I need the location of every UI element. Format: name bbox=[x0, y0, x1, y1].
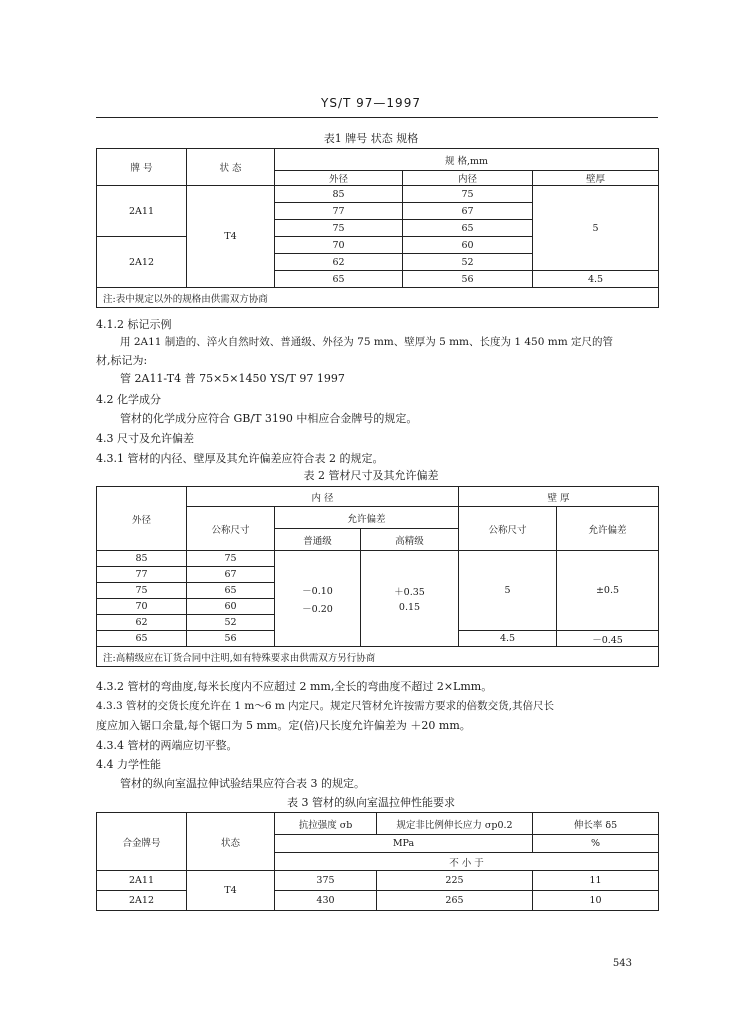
t2-id: 65 bbox=[187, 583, 275, 599]
t1-od: 77 bbox=[275, 203, 403, 220]
s434-text: 4.3.4 管材的两端应切平整。 bbox=[96, 739, 238, 752]
t2-head-tolerance: 允许偏差 bbox=[275, 507, 459, 529]
t3-elong: 10 bbox=[533, 891, 659, 911]
t1-id: 52 bbox=[403, 254, 533, 271]
s433-line2: 度应加入锯口余量,每个锯口为 5 mm。定(倍)尺长度允许偏差为 ＋20 mm。 bbox=[96, 719, 471, 732]
t3-head-temper: 状态 bbox=[187, 813, 275, 871]
t3-tensile: 430 bbox=[275, 891, 377, 911]
t2-precise-tol bbox=[361, 551, 459, 647]
t1-od: 62 bbox=[275, 254, 403, 271]
t2-head-normal: 普通级 bbox=[275, 529, 361, 551]
t1-head-temper: 状 态 bbox=[187, 149, 275, 186]
s433-line1: 4.3.3 管材的交货长度允许在 1 m～6 m 内定尺。规定尺管材允许按需方要求的倍数交货,其倍尺长 bbox=[96, 700, 555, 712]
s412-example: 管 2A11-T4 普 75×5×1450 YS/T 97 1997 bbox=[120, 372, 345, 385]
t1-head-wall: 壁厚 bbox=[533, 171, 659, 186]
t2-od: 65 bbox=[97, 631, 187, 647]
t1-od: 85 bbox=[275, 186, 403, 203]
t1-id: 67 bbox=[403, 203, 533, 220]
t1-id: 65 bbox=[403, 220, 533, 237]
table3-caption: 表 3 管材的纵向室温拉伸性能要求 bbox=[287, 796, 455, 809]
t3-temper: T4 bbox=[187, 871, 275, 911]
s412-para2: 材,标记为: bbox=[96, 354, 148, 367]
t1-wall-last: 4.5 bbox=[533, 271, 659, 288]
page-number: 543 bbox=[612, 958, 632, 969]
t2-head-nominal: 公称尺寸 bbox=[187, 507, 275, 551]
t3-head-tensile: 抗拉强度 σb bbox=[275, 813, 377, 835]
t1-id: 60 bbox=[403, 237, 533, 254]
t1-head-spec: 规 格,mm bbox=[275, 149, 659, 171]
t2-precise-1: ＋0.35 bbox=[394, 587, 425, 598]
table1 bbox=[96, 148, 659, 308]
s432-text: 4.3.2 管材的弯曲度,每米长度内不应超过 2 mm,全长的弯曲度不超过 2×Lmm。 bbox=[96, 680, 493, 693]
t3-head-yield: 规定非比例伸长应力 σp0.2 bbox=[377, 813, 533, 835]
t2-od: 62 bbox=[97, 615, 187, 631]
s44-text: 管材的纵向室温拉伸试验结果应符合表 3 的规定。 bbox=[120, 777, 365, 790]
t1-od: 70 bbox=[275, 237, 403, 254]
t2-od: 77 bbox=[97, 567, 187, 583]
standard-header: YS/T 97—1997 bbox=[321, 96, 421, 110]
t3-alloy: 2A12 bbox=[97, 891, 187, 911]
t3-alloy: 2A11 bbox=[97, 871, 187, 891]
t2-normal-tol bbox=[275, 551, 361, 647]
t3-head-alloy: 合金牌号 bbox=[97, 813, 187, 871]
t2-id: 52 bbox=[187, 615, 275, 631]
t1-od: 75 bbox=[275, 220, 403, 237]
t1-note: 注:表中规定以外的规格由供需双方协商 bbox=[97, 288, 659, 308]
t2-normal-2: －0.20 bbox=[302, 603, 333, 615]
s42-heading: 4.2 化学成分 bbox=[96, 393, 161, 406]
t3-head-notless: 不 小 于 bbox=[275, 853, 659, 871]
t2-wall-main: 5 bbox=[459, 551, 557, 631]
header-rule bbox=[96, 117, 658, 118]
t3-tensile: 375 bbox=[275, 871, 377, 891]
t1-od: 65 bbox=[275, 271, 403, 288]
t2-id: 67 bbox=[187, 567, 275, 583]
t1-grade-2a11: 2A11 bbox=[97, 186, 187, 237]
t1-head-od: 外径 bbox=[275, 171, 403, 186]
s431-text: 4.3.1 管材的内径、壁厚及其允许偏差应符合表 2 的规定。 bbox=[96, 452, 384, 465]
t2-wall-tol-main: ±0.5 bbox=[557, 551, 659, 631]
t2-head-wall: 壁 厚 bbox=[459, 487, 659, 507]
t3-head-pct: % bbox=[533, 835, 659, 853]
s43-heading: 4.3 尺寸及允许偏差 bbox=[96, 432, 194, 445]
t2-wall-tol-last: －0.45 bbox=[557, 631, 659, 647]
t2-precise-2: 0.15 bbox=[398, 602, 421, 613]
t2-head-od: 外径 bbox=[97, 487, 187, 551]
s412-heading: 4.1.2 标记示例 bbox=[96, 318, 172, 331]
t2-od: 70 bbox=[97, 599, 187, 615]
s412-para1: 用 2A11 制造的、淬火自然时效、普通级、外径为 75 mm、壁厚为 5 mm、长度为 1 450 mm 定尺的管 bbox=[120, 336, 614, 348]
s42-text: 管材的化学成分应符合 GB/T 3190 中相应合金牌号的规定。 bbox=[120, 412, 418, 425]
table1-caption: 表1 牌号 状态 规格 bbox=[323, 132, 419, 145]
t2-od: 85 bbox=[97, 551, 187, 567]
table2-caption: 表 2 管材尺寸及其允许偏差 bbox=[303, 469, 439, 482]
t2-wall-last: 4.5 bbox=[459, 631, 557, 647]
t2-od: 75 bbox=[97, 583, 187, 599]
t1-head-id: 内径 bbox=[403, 171, 533, 186]
t2-normal-1: －0.10 bbox=[302, 585, 333, 597]
t3-yield: 225 bbox=[377, 871, 533, 891]
t2-note: 注:高精级应在订货合同中注明,如有特殊要求由供需双方另行协商 bbox=[97, 647, 659, 667]
t1-temper: T4 bbox=[187, 186, 275, 288]
t2-head-precise: 高精级 bbox=[361, 529, 459, 551]
t1-wall-main: 5 bbox=[533, 186, 659, 271]
t3-head-elong: 伸长率 δ5 bbox=[533, 813, 659, 835]
t3-yield: 265 bbox=[377, 891, 533, 911]
t2-head-inner: 内 径 bbox=[187, 487, 459, 507]
t3-elong: 11 bbox=[533, 871, 659, 891]
t3-head-mpa: MPa bbox=[275, 835, 533, 853]
table3 bbox=[96, 812, 659, 911]
s44-heading: 4.4 力学性能 bbox=[96, 758, 161, 771]
table2 bbox=[96, 486, 659, 667]
t2-head-wall-tolerance: 允许偏差 bbox=[557, 507, 659, 551]
t1-id: 56 bbox=[403, 271, 533, 288]
t2-id: 60 bbox=[187, 599, 275, 615]
t1-head-grade: 牌 号 bbox=[97, 149, 187, 186]
t2-head-wall-nominal: 公称尺寸 bbox=[459, 507, 557, 551]
t1-id: 75 bbox=[403, 186, 533, 203]
t1-grade-2a12: 2A12 bbox=[97, 237, 187, 288]
t2-id: 75 bbox=[187, 551, 275, 567]
t2-id: 56 bbox=[187, 631, 275, 647]
